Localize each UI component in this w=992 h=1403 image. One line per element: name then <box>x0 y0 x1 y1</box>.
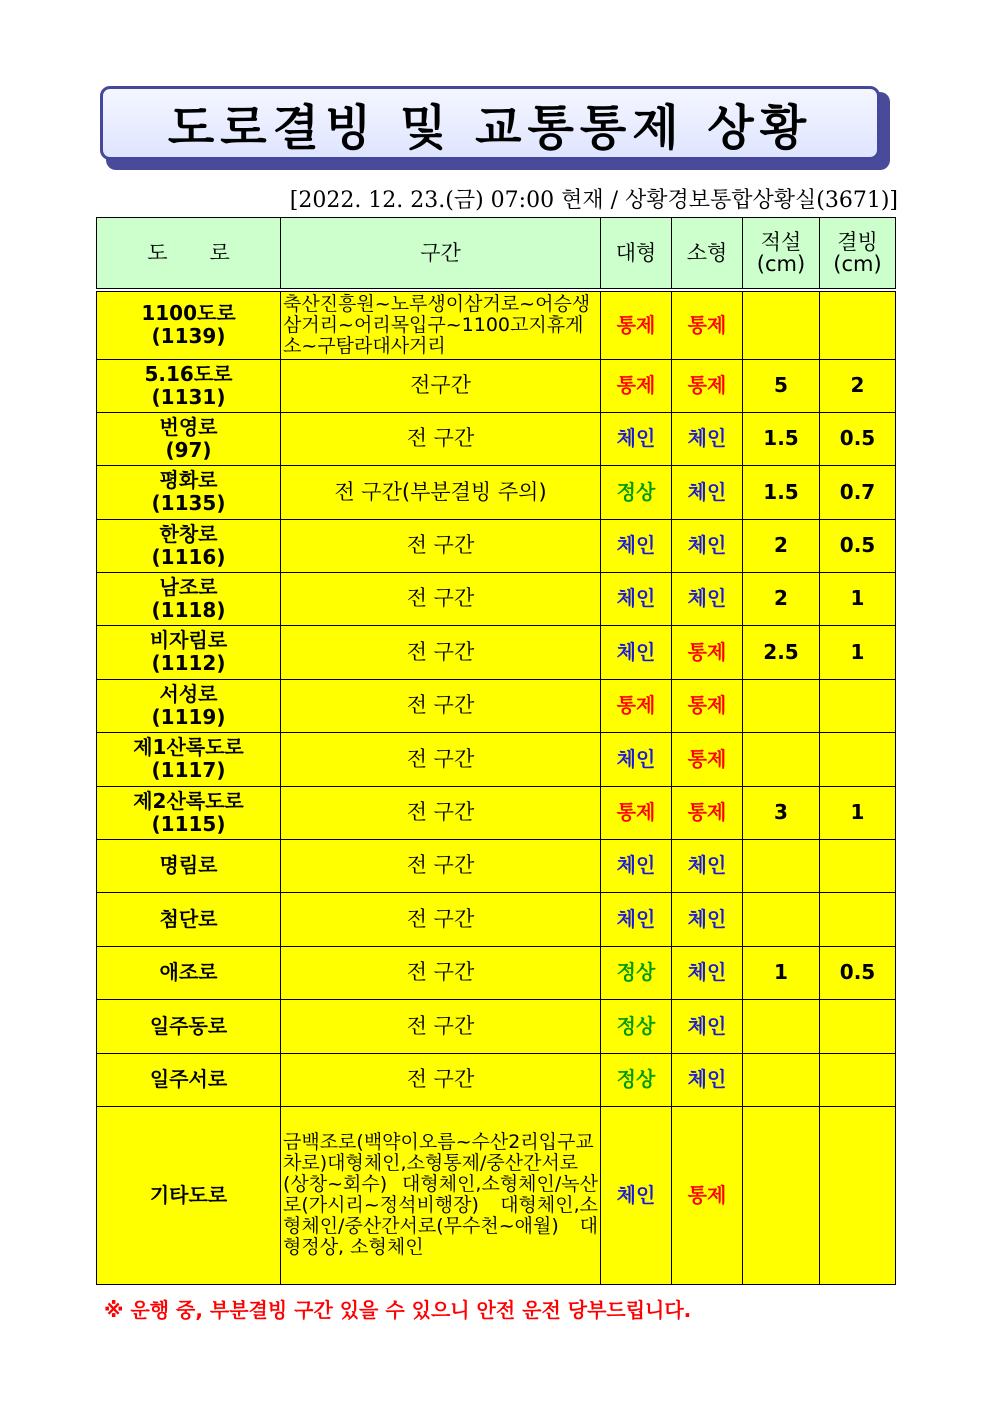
road-code: (97) <box>165 437 212 462</box>
ice-depth-cell: 0.7 <box>820 465 896 519</box>
snow-depth-cell: 3 <box>743 786 820 839</box>
road-name: 1100도로 <box>141 301 236 326</box>
small-vehicle-status: 통제 <box>672 679 743 732</box>
large-vehicle-status: 체인 <box>601 892 672 946</box>
ice-depth-cell <box>820 290 896 359</box>
header-large: 대형 <box>601 218 672 291</box>
ice-depth-cell <box>820 839 896 892</box>
page-title: 도로결빙 및 교통통제 상황 <box>100 86 880 160</box>
road-name: 5.16도로 <box>144 361 233 386</box>
road-name-cell <box>97 572 281 625</box>
header-road: 도 로 <box>97 218 281 291</box>
road-name: 애조로 <box>159 960 218 984</box>
table-row <box>97 999 896 1053</box>
road-name-cell <box>97 412 281 465</box>
small-vehicle-status: 체인 <box>672 519 743 572</box>
section-cell: 전 구간 <box>281 839 601 892</box>
table-row <box>97 786 896 839</box>
road-name: 명림로 <box>159 853 218 877</box>
section-cell: 전 구간 <box>281 625 601 679</box>
section-cell: 전 구간 <box>281 999 601 1053</box>
road-name-cell <box>97 1106 281 1284</box>
ice-depth-cell: 1 <box>820 786 896 839</box>
large-vehicle-status: 체인 <box>601 839 672 892</box>
header-section: 구간 <box>281 218 601 291</box>
section-cell: 축산진흥원~노루생이삼거로~어승생삼거리~어리목입구~1100고지휴게소~구탐라대사거리 <box>281 290 601 359</box>
road-code: (1139) <box>151 324 226 349</box>
ice-depth-cell <box>820 1106 896 1284</box>
table-row <box>97 892 896 946</box>
road-name-cell <box>97 839 281 892</box>
road-name-cell <box>97 999 281 1053</box>
road-name: 한창로 <box>159 521 218 546</box>
road-name-cell <box>97 732 281 786</box>
road-name-cell <box>97 892 281 946</box>
snow-depth-cell: 2 <box>743 519 820 572</box>
header-snow-unit: (cm) <box>756 252 806 276</box>
ice-depth-cell: 0.5 <box>820 946 896 999</box>
small-vehicle-status: 체인 <box>672 572 743 625</box>
snow-depth-cell <box>743 892 820 946</box>
road-name: 제1산록도로 <box>133 735 244 759</box>
road-name-cell <box>97 359 281 412</box>
road-name: 평화로 <box>159 468 218 492</box>
header-small: 소형 <box>672 218 743 291</box>
snow-depth-cell <box>743 679 820 732</box>
table-body <box>97 290 896 1284</box>
header-ice-unit: (cm) <box>833 252 882 276</box>
road-name: 제2산록도로 <box>133 788 244 813</box>
ice-depth-cell <box>820 892 896 946</box>
road-status-table <box>96 217 896 1285</box>
table-row <box>97 1106 896 1284</box>
snow-depth-cell <box>743 1106 820 1284</box>
road-name-cell <box>97 465 281 519</box>
table-row <box>97 412 896 465</box>
small-vehicle-status: 체인 <box>672 839 743 892</box>
large-vehicle-status: 통제 <box>601 290 672 359</box>
large-vehicle-status: 정상 <box>601 1053 672 1106</box>
road-name-cell <box>97 679 281 732</box>
section-cell: 전 구간 <box>281 679 601 732</box>
road-name-cell <box>97 290 281 359</box>
section-cell: 전 구간 <box>281 412 601 465</box>
small-vehicle-status: 체인 <box>672 465 743 519</box>
ice-depth-cell: 1 <box>820 572 896 625</box>
table-row <box>97 679 896 732</box>
small-vehicle-status: 통제 <box>672 359 743 412</box>
small-vehicle-status: 체인 <box>672 999 743 1053</box>
road-name: 기타도로 <box>149 1182 228 1207</box>
large-vehicle-status: 체인 <box>601 1106 672 1284</box>
road-name: 번영로 <box>159 414 218 439</box>
section-cell: 전 구간 <box>281 946 601 999</box>
section-cell: 전 구간 <box>281 1053 601 1106</box>
safety-notice: ※ 운행 중, 부분결빙 구간 있을 수 있으니 안전 운전 당부드립니다. <box>104 1298 692 1322</box>
header-ice-label: 결빙 <box>837 230 878 254</box>
table-row <box>97 946 896 999</box>
snow-depth-cell <box>743 839 820 892</box>
large-vehicle-status: 체인 <box>601 572 672 625</box>
snow-depth-cell <box>743 290 820 359</box>
road-code: (1116) <box>151 544 226 569</box>
road-code: (1117) <box>151 758 226 782</box>
large-vehicle-status: 체인 <box>601 412 672 465</box>
small-vehicle-status: 체인 <box>672 892 743 946</box>
table-header-row <box>97 218 896 291</box>
ice-depth-cell: 0.5 <box>820 519 896 572</box>
large-vehicle-status: 정상 <box>601 946 672 999</box>
snow-depth-cell <box>743 732 820 786</box>
table-row <box>97 839 896 892</box>
table-row <box>97 625 896 679</box>
snow-depth-cell: 2.5 <box>743 625 820 679</box>
ice-depth-cell: 2 <box>820 359 896 412</box>
table-row <box>97 572 896 625</box>
large-vehicle-status: 정상 <box>601 465 672 519</box>
section-cell: 전 구간 <box>281 572 601 625</box>
ice-depth-cell: 1 <box>820 625 896 679</box>
section-cell: 전 구간 <box>281 732 601 786</box>
large-vehicle-status: 체인 <box>601 519 672 572</box>
table-row <box>97 359 896 412</box>
header-snow-label: 적설 <box>760 230 802 254</box>
section-cell: 전구간 <box>281 359 601 412</box>
snow-depth-cell: 1.5 <box>743 465 820 519</box>
road-code: (1112) <box>151 651 226 675</box>
large-vehicle-status: 체인 <box>601 732 672 786</box>
road-name-cell <box>97 625 281 679</box>
ice-depth-cell: 0.5 <box>820 412 896 465</box>
small-vehicle-status: 체인 <box>672 1053 743 1106</box>
small-vehicle-status: 체인 <box>672 946 743 999</box>
small-vehicle-status: 통제 <box>672 786 743 839</box>
snow-depth-cell: 1.5 <box>743 412 820 465</box>
large-vehicle-status: 통제 <box>601 359 672 412</box>
road-name: 첨단로 <box>159 906 218 931</box>
ice-depth-cell <box>820 999 896 1053</box>
road-name-cell <box>97 519 281 572</box>
road-name: 일주동로 <box>149 1013 228 1038</box>
section-cell: 전 구간(부분결빙 주의) <box>281 465 601 519</box>
table-row <box>97 465 896 519</box>
small-vehicle-status: 통제 <box>672 1106 743 1284</box>
large-vehicle-status: 정상 <box>601 999 672 1053</box>
large-vehicle-status: 통제 <box>601 786 672 839</box>
ice-depth-cell <box>820 679 896 732</box>
snow-depth-cell: 1 <box>743 946 820 999</box>
snow-depth-cell: 5 <box>743 359 820 412</box>
large-vehicle-status: 체인 <box>601 625 672 679</box>
road-name: 비자림로 <box>149 628 228 652</box>
road-name-cell <box>97 786 281 839</box>
small-vehicle-status: 통제 <box>672 625 743 679</box>
table-row <box>97 519 896 572</box>
road-code: (1118) <box>151 597 226 622</box>
table-row <box>97 732 896 786</box>
snow-depth-cell: 2 <box>743 572 820 625</box>
section-cell: 전 구간 <box>281 786 601 839</box>
header-snow <box>743 218 820 291</box>
header-ice <box>820 218 896 291</box>
section-cell: 전 구간 <box>281 519 601 572</box>
snow-depth-cell <box>743 1053 820 1106</box>
title-banner <box>100 86 890 170</box>
small-vehicle-status: 통제 <box>672 732 743 786</box>
road-name-cell <box>97 1053 281 1106</box>
road-code: (1119) <box>151 704 226 729</box>
small-vehicle-status: 체인 <box>672 412 743 465</box>
snow-depth-cell <box>743 999 820 1053</box>
report-timestamp: [2022. 12. 23.(금) 07:00 현재 / 상황경보통합상황실(3671)] <box>289 188 898 213</box>
ice-depth-cell <box>820 732 896 786</box>
section-cell: 금백조로(백약이오름~수산2리입구교차로)대형체인,소형통제/중산간서로(상창~회수) 대형체인,소형체인/녹산로(가시리~정석비행장) 대형체인,소형체인/중산간서로(무수천~애월) 대형정상, 소형체인 <box>281 1106 601 1284</box>
road-name: 일주서로 <box>149 1067 228 1091</box>
section-cell: 전 구간 <box>281 892 601 946</box>
road-name-cell <box>97 946 281 999</box>
road-code: (1115) <box>151 811 226 836</box>
table-row <box>97 290 896 359</box>
ice-depth-cell <box>820 1053 896 1106</box>
road-code: (1135) <box>151 491 226 515</box>
road-code: (1131) <box>151 384 226 409</box>
road-name: 서성로 <box>159 681 218 706</box>
small-vehicle-status: 통제 <box>672 290 743 359</box>
table-row <box>97 1053 896 1106</box>
large-vehicle-status: 통제 <box>601 679 672 732</box>
road-name: 남조로 <box>159 574 218 599</box>
